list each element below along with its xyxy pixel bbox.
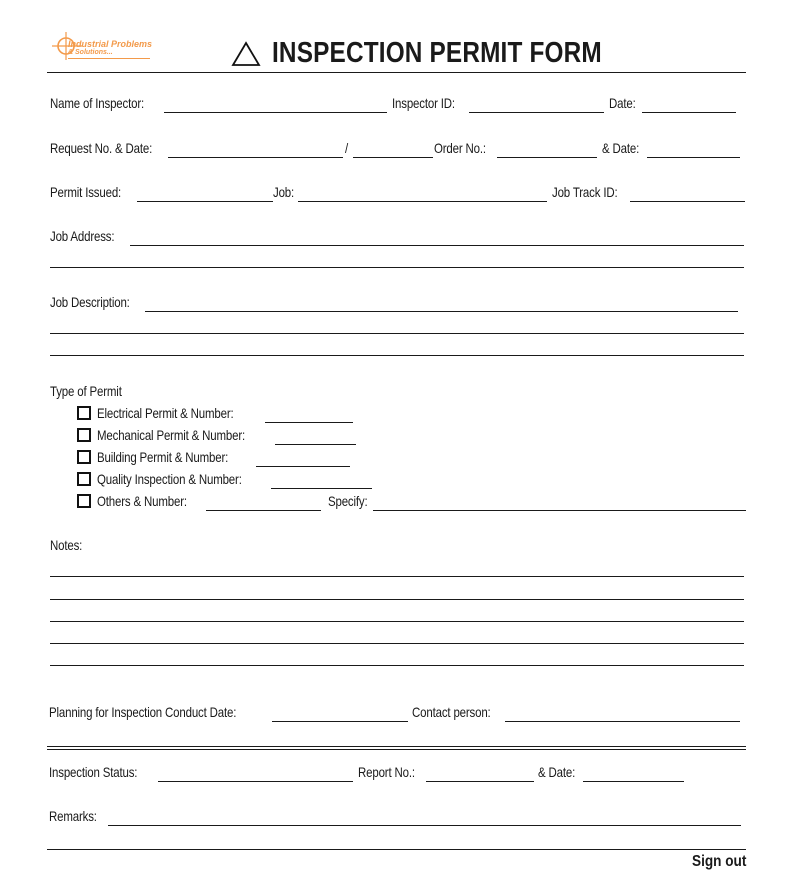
job-address-field[interactable] bbox=[130, 245, 744, 246]
building-permit-checkbox[interactable] bbox=[77, 450, 91, 464]
inspector-name-field[interactable] bbox=[164, 112, 387, 113]
logo-text-line2: & Solutions... bbox=[68, 49, 113, 56]
report-no-label: Report No.: bbox=[358, 764, 415, 780]
title-rule bbox=[47, 72, 746, 73]
quality-inspection-field[interactable] bbox=[271, 488, 372, 489]
job-address-field-line2[interactable] bbox=[50, 267, 744, 268]
contact-person-label: Contact person: bbox=[412, 704, 491, 720]
notes-line-3[interactable] bbox=[50, 621, 744, 622]
others-label: Others & Number: bbox=[97, 493, 187, 509]
permit-type-heading: Type of Permit bbox=[50, 383, 122, 399]
report-date-label: & Date: bbox=[538, 764, 576, 780]
inspection-status-field[interactable] bbox=[158, 781, 353, 782]
electrical-permit-checkbox[interactable] bbox=[77, 406, 91, 420]
triangle-icon bbox=[231, 41, 261, 67]
remarks-field[interactable] bbox=[108, 825, 741, 826]
report-date-field[interactable] bbox=[583, 781, 684, 782]
notes-line-2[interactable] bbox=[50, 599, 744, 600]
job-address-label: Job Address: bbox=[50, 228, 115, 244]
mechanical-permit-label: Mechanical Permit & Number: bbox=[97, 427, 246, 443]
job-description-label: Job Description: bbox=[50, 294, 130, 310]
job-field[interactable] bbox=[298, 201, 547, 202]
inspector-name-label: Name of Inspector: bbox=[50, 95, 145, 111]
building-permit-label: Building Permit & Number: bbox=[97, 449, 229, 465]
conduct-date-field[interactable] bbox=[272, 721, 408, 722]
conduct-date-label: Planning for Inspection Conduct Date: bbox=[49, 704, 237, 720]
specify-label: Specify: bbox=[328, 493, 368, 509]
inspector-id-field[interactable] bbox=[469, 112, 604, 113]
sign-out-label[interactable]: Sign out bbox=[692, 853, 747, 870]
job-label: Job: bbox=[273, 184, 295, 200]
job-description-field-line2[interactable] bbox=[50, 333, 744, 334]
remarks-label: Remarks: bbox=[49, 808, 97, 824]
section-divider-bottom bbox=[47, 749, 746, 750]
others-number-field[interactable] bbox=[206, 510, 321, 511]
quality-inspection-checkbox[interactable] bbox=[77, 472, 91, 486]
job-track-id-label: Job Track ID: bbox=[552, 184, 618, 200]
others-checkbox[interactable] bbox=[77, 494, 91, 508]
bottom-rule bbox=[47, 849, 746, 850]
request-slash: / bbox=[345, 140, 349, 156]
notes-line-5[interactable] bbox=[50, 665, 744, 666]
quality-inspection-label: Quality Inspection & Number: bbox=[97, 471, 242, 487]
permit-issued-label: Permit Issued: bbox=[50, 184, 122, 200]
mechanical-permit-checkbox[interactable] bbox=[77, 428, 91, 442]
inspection-status-label: Inspection Status: bbox=[49, 764, 138, 780]
notes-line-1[interactable] bbox=[50, 576, 744, 577]
date-label: Date: bbox=[609, 95, 636, 111]
mechanical-permit-field[interactable] bbox=[275, 444, 356, 445]
job-description-field-line3[interactable] bbox=[50, 355, 744, 356]
report-no-field[interactable] bbox=[426, 781, 534, 782]
request-date-field[interactable] bbox=[353, 157, 433, 158]
logo-underline bbox=[68, 58, 150, 59]
inspector-id-label: Inspector ID: bbox=[392, 95, 455, 111]
contact-person-field[interactable] bbox=[505, 721, 740, 722]
order-date-label: & Date: bbox=[602, 140, 640, 156]
section-divider-top bbox=[47, 746, 746, 747]
building-permit-field[interactable] bbox=[256, 466, 350, 467]
order-date-field[interactable] bbox=[647, 157, 740, 158]
notes-line-4[interactable] bbox=[50, 643, 744, 644]
job-track-id-field[interactable] bbox=[630, 201, 745, 202]
order-no-field[interactable] bbox=[497, 157, 597, 158]
date-field[interactable] bbox=[642, 112, 736, 113]
job-description-field[interactable] bbox=[145, 311, 738, 312]
request-no-label: Request No. & Date: bbox=[50, 140, 153, 156]
notes-label: Notes: bbox=[50, 537, 83, 553]
electrical-permit-label: Electrical Permit & Number: bbox=[97, 405, 234, 421]
form-title: INSPECTION PERMIT FORM bbox=[272, 37, 602, 69]
specify-field[interactable] bbox=[373, 510, 746, 511]
electrical-permit-field[interactable] bbox=[265, 422, 353, 423]
company-logo bbox=[50, 32, 152, 62]
logo-text-line1: Industrial Problems bbox=[68, 39, 153, 49]
request-no-field[interactable] bbox=[168, 157, 343, 158]
order-no-label: Order No.: bbox=[434, 140, 486, 156]
permit-issued-field[interactable] bbox=[137, 201, 273, 202]
